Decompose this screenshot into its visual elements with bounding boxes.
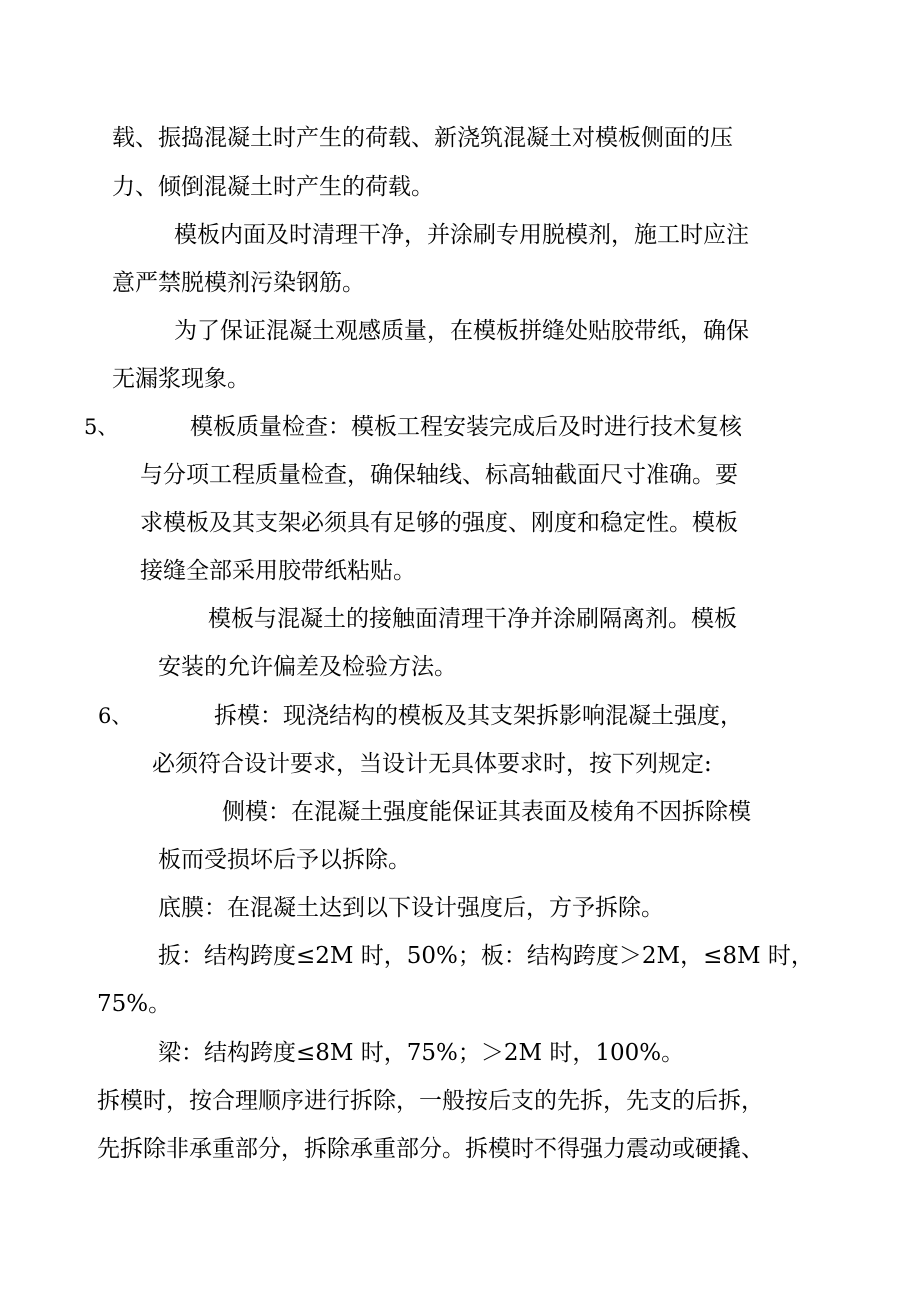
paragraph-3-line-1: 为了保证混凝土观感质量，在模板拼缝处贴胶带纸，确保 [174,318,749,344]
paragraph-9-line-1: 拆模时，按合理顺序进行拆除，一般按后支的先拆，先支的后拆， [97,1088,764,1114]
paragraph-5-line-1: 侧模：在混凝土强度能保证其表面及棱角不因拆除模 [222,799,751,825]
item-6-line-2: 必须符合设计要求，当设计无具体要求时，按下列规定: [152,751,712,777]
item-5-line-4: 接缝全部采用胶带纸粘贴。 [140,558,416,584]
paragraph-1-line-2: 力、倾倒混凝土时产生的荷载。 [112,174,434,200]
paragraph-8-line-1: 梁：结构跨度≤8M 时，75%；＞2M 时，100%。 [158,1040,685,1066]
paragraph-2-line-1: 模板内面及时清理干净，并涂刷专用脱模剂，施工时应注 [174,222,749,248]
paragraph-3-line-2: 无漏浆现象。 [112,366,250,392]
paragraph-7-line-1: 扳：结构跨度≤2M 时，50%；板：结构跨度＞2M，≤8M 时， [158,943,814,969]
item-5-line-3: 求模板及其支架必须具有足够的强度、刚度和稳定性。模板 [140,510,738,536]
paragraph-6-line-1: 底膜：在混凝土达到以下设计强度后，方予拆除。 [158,895,664,921]
paragraph-1-line-1: 载、振捣混凝土时产生的荷载、新浇筑混凝土对模板侧面的压 [112,125,733,151]
paragraph-7-line-2: 75%。 [97,991,172,1017]
item-5-line-1: 模板质量检查：模板工程安装完成后及时进行技术复核 [190,414,742,440]
paragraph-9-line-2: 先拆除非承重部分，拆除承重部分。拆模时不得强力震动或硬撬、 [97,1136,764,1162]
item-6-line-1: 拆模：现浇结构的模板及其支架拆影响混凝土强度， [214,703,743,729]
paragraph-2-line-2: 意严禁脱模剂污染钢筋。 [112,270,365,296]
paragraph-4-line-1: 模板与混凝土的接触面清理干净并涂刷隔离剂。模板 [208,606,737,632]
item-5-number: 5、 [84,415,119,439]
paragraph-4-line-2: 安装的允许偏差及检验方法。 [158,654,457,680]
item-5-line-2: 与分项工程质量检查，确保轴线、标高轴截面尺寸准确。要 [140,462,738,488]
paragraph-5-line-2: 板而受损坏后予以拆除。 [158,847,411,873]
item-6-number: 6、 [98,704,133,728]
